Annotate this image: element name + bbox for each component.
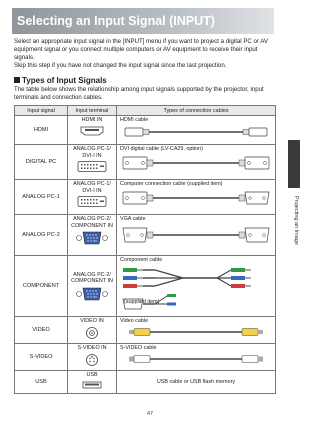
row-signal: USB: [15, 371, 68, 394]
row-terminal: [68, 344, 117, 371]
row-cable: [117, 256, 276, 317]
row-cable: [117, 344, 276, 371]
row-terminal: [68, 371, 117, 394]
row-signal: VIDEO: [15, 317, 68, 344]
table-row: [15, 215, 276, 256]
row-cable: [117, 180, 276, 215]
section-title: Types of Input Signals: [22, 76, 107, 85]
dvi-port-icon: [75, 195, 109, 208]
table-row: [15, 116, 276, 145]
cable-note: (supplied item): [124, 298, 160, 305]
component-rca-plugs-right: [217, 268, 251, 288]
hdmi-cable-icon: [121, 125, 271, 139]
chapter-label: Projecting an Image: [293, 196, 299, 245]
intro-paragraph: Select an appropriate input signal in the [INPUT] menu if you want to project a digital PC or AV equipment signal or you connect multiple computers or AV equipment to receive their input signals.: [14, 38, 268, 62]
row-terminal: [68, 256, 117, 317]
vga-port-icon: [75, 230, 109, 246]
row-terminal: [68, 145, 117, 180]
cable-label: VGA cable: [120, 216, 146, 222]
square-bullet-icon: [14, 77, 20, 83]
component-cable-icon: [121, 265, 271, 313]
rca-jack-icon: [84, 326, 100, 340]
row-signal: DIGITAL PC: [15, 145, 68, 180]
terminal-label: ANALOG PC-1/ DVI-I IN: [73, 146, 111, 159]
row-signal: COMPONENT: [15, 256, 68, 317]
vga-cable-icon: [121, 224, 271, 246]
row-cable: [117, 215, 276, 256]
s-video-jack-icon: [84, 353, 100, 367]
header-cable-types: Types of connection cables: [117, 106, 276, 116]
intro-note: Skip this step if you have not changed the input signal since the last projection.: [14, 62, 227, 70]
terminal-label: S-VIDEO IN: [77, 345, 107, 351]
terminal-label: HDMI IN: [81, 117, 103, 123]
row-terminal: [68, 317, 117, 344]
vga-port-icon: [75, 286, 109, 302]
chapter-tab: [288, 140, 300, 188]
video-cable-icon: [121, 326, 271, 338]
row-cable: [117, 317, 276, 344]
terminal-label: ANALOG PC-2/ COMPONENT IN: [71, 271, 113, 284]
table-row: [15, 145, 276, 180]
row-terminal: [68, 215, 117, 256]
table-row: [15, 180, 276, 215]
intro-text: [14, 38, 276, 70]
cable-label: Video cable: [120, 318, 149, 324]
cable-label: HDMI cable: [120, 117, 149, 123]
usb-port-icon: [80, 380, 104, 390]
row-signal: S-VIDEO: [15, 344, 68, 371]
terminal-label: ANALOG PC-1/ DVI-I IN: [73, 181, 111, 194]
row-cable: [117, 145, 276, 180]
section-text: The table below shows the relationship among input signals supported by the projector, input terminals and connection cables.: [14, 86, 264, 102]
page-title: Selecting an Input Signal (INPUT): [12, 8, 274, 34]
row-signal: ANALOG PC-2: [15, 215, 68, 256]
row-signal: ANALOG PC-1: [15, 180, 68, 215]
header-input-terminal: Input terminal: [68, 106, 117, 116]
dvi-cable-icon: [121, 154, 271, 172]
cable-label: Component cable: [120, 257, 163, 263]
page-number: 47: [146, 411, 154, 417]
cable-label: S-VIDEO cable: [120, 345, 157, 351]
input-signal-table: [14, 105, 276, 394]
terminal-label: VIDEO IN: [80, 318, 104, 324]
table-row: [15, 371, 276, 394]
component-rca-plugs: [123, 268, 155, 288]
terminal-label: ANALOG PC-2/ COMPONENT IN: [71, 216, 113, 229]
row-terminal: [68, 180, 117, 215]
row-signal: HDMI: [15, 116, 68, 145]
header-input-signal: Input signal: [15, 106, 68, 116]
table-header-row: [15, 106, 276, 116]
table-row: [15, 344, 276, 371]
cable-label: Computer connection cable (supplied item): [120, 181, 223, 187]
row-cable: [117, 116, 276, 145]
table-row: [15, 317, 276, 344]
s-video-cable-icon: [121, 353, 271, 365]
terminal-label: USB: [86, 372, 98, 378]
computer-cable-icon: [121, 189, 271, 207]
cable-label: USB cable or USB flash memory: [156, 378, 236, 385]
dvi-port-icon: [75, 160, 109, 173]
hdmi-port-icon: [78, 125, 106, 137]
table-row: [15, 256, 276, 317]
row-terminal: [68, 116, 117, 145]
section-heading: [14, 76, 107, 85]
row-cable: [117, 371, 276, 394]
cable-label: DVI digital cable (LV-CA29, option): [120, 146, 203, 152]
